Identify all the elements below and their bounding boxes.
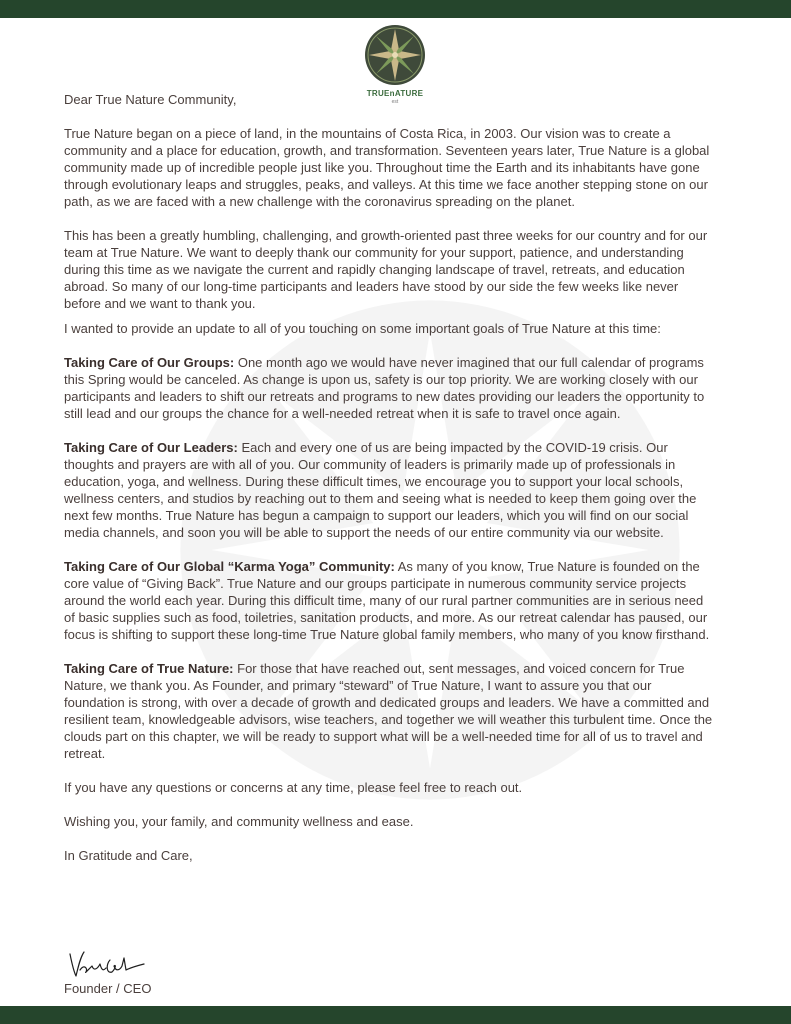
- section-true-nature: [64, 660, 714, 762]
- greeting: Dear True Nature Community,: [64, 92, 237, 107]
- logo-wordmark: TRUEnATURE: [366, 89, 424, 98]
- section-karma-yoga-text: As many of you know, True Nature is founded on the core value of “Giving Back”. True Nature and our groups participate in numerous community service projects around the world each year. During this difficult time, many of our rural partner communities are in serious need of basic supplies such as food, toiletries, sanitation products, and more. As our retreat calendar has paused, our focus is shifting to support these long-time True Nature global family members, who many of you know firsthand.: [64, 559, 710, 642]
- closing-line: In Gratitude and Care,: [64, 848, 193, 863]
- section-karma-yoga: [64, 558, 714, 643]
- handwritten-signature: [66, 946, 146, 980]
- section-leaders-text: Each and every one of us are being impacted by the COVID-19 crisis. Our thoughts and prayers are with all of you. Our community of leaders is primarily made up of professionals in education, yoga, and wellness. During these difficult times, we encourage you to support your local schools, wellness centers, and studios by reaching out to them and seeing what is needed to keep them going over the next few months. True Nature has begun a campaign to support our leaders, which you will find on our social media channels, and soon you will be able to support the needs of our entire community via our website.: [64, 440, 697, 540]
- section-groups: [64, 354, 714, 422]
- section-groups-text: One month ago we would have never imagined that our full calendar of programs this Spring would be canceled. As change is upon us, safety is our top priority. We are working closely with our participants and leaders to shift our retreats and programs to new dates providing our leaders the opportunity to still lead and our groups the chance for a well-needed retreat when it is safe to travel once again.: [64, 355, 705, 421]
- letter-body: [64, 91, 714, 864]
- paragraph-wishes: Wishing you, your family, and community wellness and ease.: [64, 814, 414, 829]
- section-groups-heading: Taking Care of Our Groups:: [64, 355, 235, 370]
- paragraph-intro: True Nature began on a piece of land, in the mountains of Costa Rica, in 2003. Our vision was to create a community and a place for education, growth, and transformation. Seventeen years later, True Nature is a global community made up of incredible people just like you. Throughout time the Earth and its inhabitants have gone through evolutionary leaps and struggles, peaks, and valleys. At this time we face another stepping stone on our path, as we are faced with a new challenge with the coronavirus spreading on the planet.: [64, 126, 710, 209]
- signer-title: Founder / CEO: [64, 981, 152, 996]
- section-leaders: [64, 439, 714, 541]
- top-border-bar: [0, 0, 791, 18]
- section-karma-yoga-heading: Taking Care of Our Global “Karma Yoga” Community:: [64, 559, 395, 574]
- section-true-nature-text: For those that have reached out, sent messages, and voiced concern for True Nature, we thank you. As Founder, and primary “steward” of True Nature, I want to assure you that our foundation is strong, with over a decade of growth and dedicated groups and leaders. We have a committed and resilient team, knowledgeable advisors, wise teachers, and together we will weather this turbulent time. Once the clouds part on this chapter, we will be ready to support what will be a well-needed time for all of us to travel and retreat.: [64, 661, 713, 761]
- section-true-nature-heading: Taking Care of True Nature:: [64, 661, 234, 676]
- logo-subtext: est: [391, 99, 399, 105]
- bottom-border-bar: [0, 1006, 791, 1024]
- paragraph-questions: If you have any questions or concerns at any time, please feel free to reach out.: [64, 780, 523, 795]
- mandala-logo-icon: [364, 24, 426, 86]
- paragraph-update: I wanted to provide an update to all of you touching on some important goals of True Nature at this time:: [64, 321, 661, 336]
- section-leaders-heading: Taking Care of Our Leaders:: [64, 440, 238, 455]
- paragraph-thanks: This has been a greatly humbling, challenging, and growth-oriented past three weeks for our country and for our team at True Nature. We want to deeply thank our community for your support, patience, and understanding during this time as we navigate the current and rapidly changing landscape of travel, retreats, and education abroad. So many of our long-time participants and leaders have stood by our side the few weeks like never before and we want to thank you.: [64, 228, 708, 311]
